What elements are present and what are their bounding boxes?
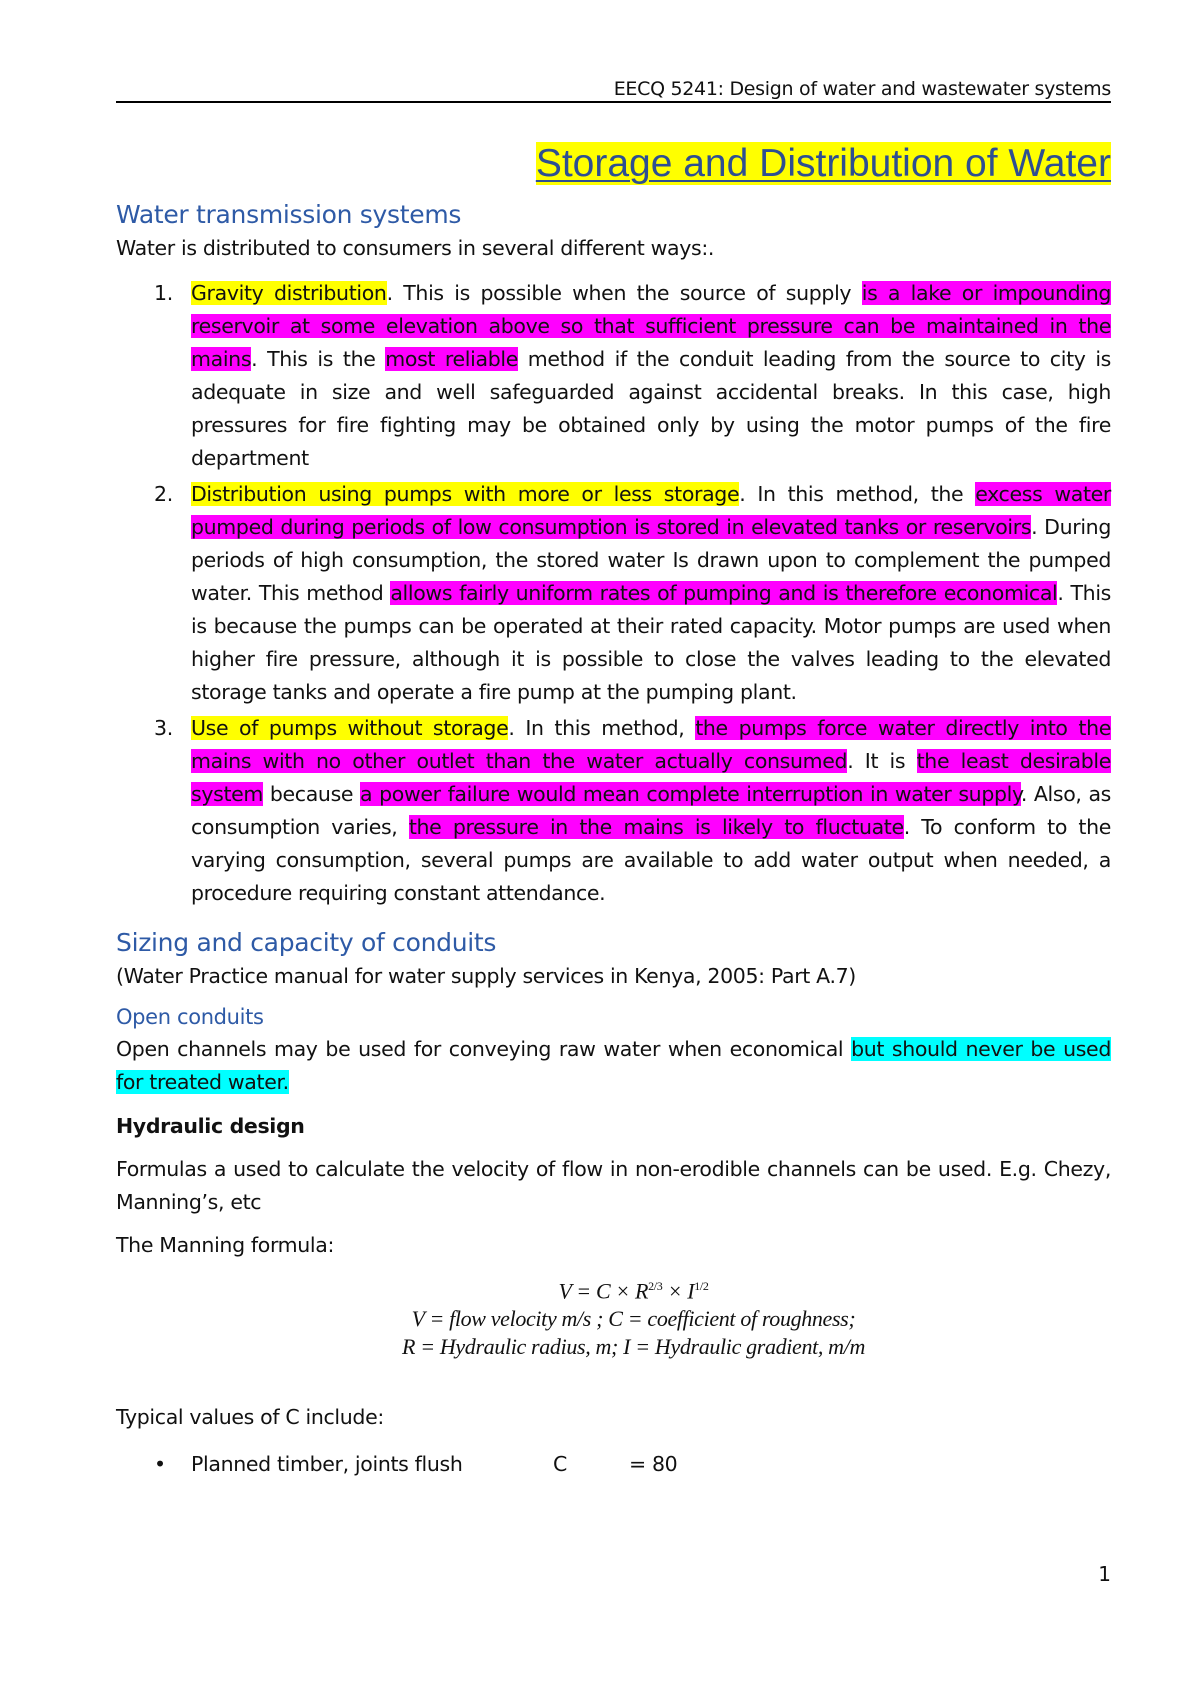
section-heading-sizing: Sizing and capacity of conduits <box>116 928 497 957</box>
distribution-method-item <box>116 478 1111 709</box>
roughness-material: Planned timber, joints flush <box>191 1452 463 1477</box>
formula-mid: × I <box>662 1278 695 1304</box>
highlighted-text: the least desirable system <box>191 749 1111 806</box>
manning-formula <box>116 1272 1111 1361</box>
header-rule <box>116 101 1111 103</box>
body-text: . This is because the pumps can be operated at their rated capacity. Motor pumps are used when higher fire pressure, although it is possible to close the valves leading to the elevated storage tanks and operate a fire pump at the pumping plant. <box>191 581 1112 704</box>
list-number: 3. <box>154 716 173 740</box>
roughness-value: = 80 <box>629 1452 678 1477</box>
list-number: 1. <box>154 281 173 305</box>
hydraulic-design-heading: Hydraulic design <box>116 1114 305 1138</box>
page-number: 1 <box>1098 1562 1111 1586</box>
distribution-method-item <box>116 277 1111 475</box>
running-header: EECQ 5241: Design of water and wastewater systems <box>613 78 1111 100</box>
formula-lhs: V = C × R <box>558 1278 649 1304</box>
highlighted-text: Distribution using pumps with more or less storage <box>191 482 740 506</box>
distribution-method-item <box>116 712 1111 910</box>
bullet-icon: • <box>154 1452 166 1477</box>
manning-label: The Manning formula: <box>116 1233 335 1257</box>
body-text: . During periods of high consumption, the stored water Is drawn upon to complement the pumped water. This method <box>191 515 1111 605</box>
body-text: . This is possible when the source of supply <box>386 281 862 305</box>
formula-definition-2: R = Hydraulic radius, m; I = Hydraulic gradient, m/m <box>401 1334 866 1360</box>
roughness-value-row <box>116 1448 1111 1481</box>
highlighted-text: is a lake or impounding reservoir at some elevation above so that sufficient pressure can be maintained in the mains <box>191 281 1111 371</box>
highlighted-text: the pumps force water directly into the mains with no other outlet than the water actually consumed <box>191 716 1111 773</box>
formula-definition-1: V = flow velocity m/s ; C = coefficient of roughness; <box>411 1306 856 1332</box>
open-conduits-plain: Open channels may be used for conveying raw water when economical <box>116 1037 852 1061</box>
body-text: . To conform to the varying consumption, several pumps are available to add water output when needed, a procedure requiring constant attendance. <box>191 815 1111 905</box>
formula-r-exponent: 2/3 <box>648 1279 663 1293</box>
document-title-text: Storage and Distribution of Water <box>535 142 1111 185</box>
roughness-values-list <box>116 1448 1111 1481</box>
transmission-intro: Water is distributed to consumers in several different ways:. <box>116 236 715 260</box>
body-text: . In this method, the <box>739 482 976 506</box>
body-text: . Also, as consumption varies, <box>191 782 1111 839</box>
document-title <box>116 142 1111 186</box>
highlighted-text: Gravity distribution <box>191 281 387 305</box>
formula-i-exponent: 1/2 <box>694 1279 709 1293</box>
highlighted-text: the pressure in the mains is likely to fluctuate <box>408 815 904 839</box>
body-text: because <box>263 782 361 806</box>
highlighted-text: Use of pumps without storage <box>191 716 509 740</box>
distribution-methods-list <box>116 277 1111 910</box>
highlighted-text: allows fairly uniform rates of pumping and is therefore economical <box>390 581 1058 605</box>
document-body <box>116 198 1111 1481</box>
subheading-open-conduits: Open conduits <box>116 1005 264 1029</box>
manning-equation <box>156 1272 1111 1305</box>
roughness-symbol: C <box>553 1452 567 1477</box>
body-text: . This is the <box>251 347 386 371</box>
sizing-reference: (Water Practice manual for water supply services in Kenya, 2005: Part A.7) <box>116 964 856 988</box>
list-number: 2. <box>154 482 173 506</box>
body-text: . In this method, <box>508 716 696 740</box>
typical-values-label: Typical values of C include: <box>116 1405 384 1430</box>
open-conduits-text <box>116 1033 1111 1099</box>
body-text: method if the conduit leading from the source to city is adequate in size and well safeguarded against accidental breaks. In this case, high pressures for fire fighting may be obtained only by using the motor pumps of the fire department <box>191 347 1112 470</box>
highlighted-text: excess water pumped during periods of low consumption is stored in elevated tanks or reservoirs <box>191 482 1111 539</box>
body-text: . It is <box>847 749 917 773</box>
highlighted-text: most reliable <box>385 347 518 371</box>
open-conduits-highlight: but should never be used for treated water. <box>116 1037 1111 1094</box>
hydraulic-design-text: Formulas a used to calculate the velocity of flow in non-erodible channels can be used. E.g. Chezy, Manning’s, etc <box>116 1157 1111 1214</box>
highlighted-text: a power failure would mean complete interruption in water supply <box>360 782 1021 806</box>
section-heading-transmission: Water transmission systems <box>116 200 462 229</box>
